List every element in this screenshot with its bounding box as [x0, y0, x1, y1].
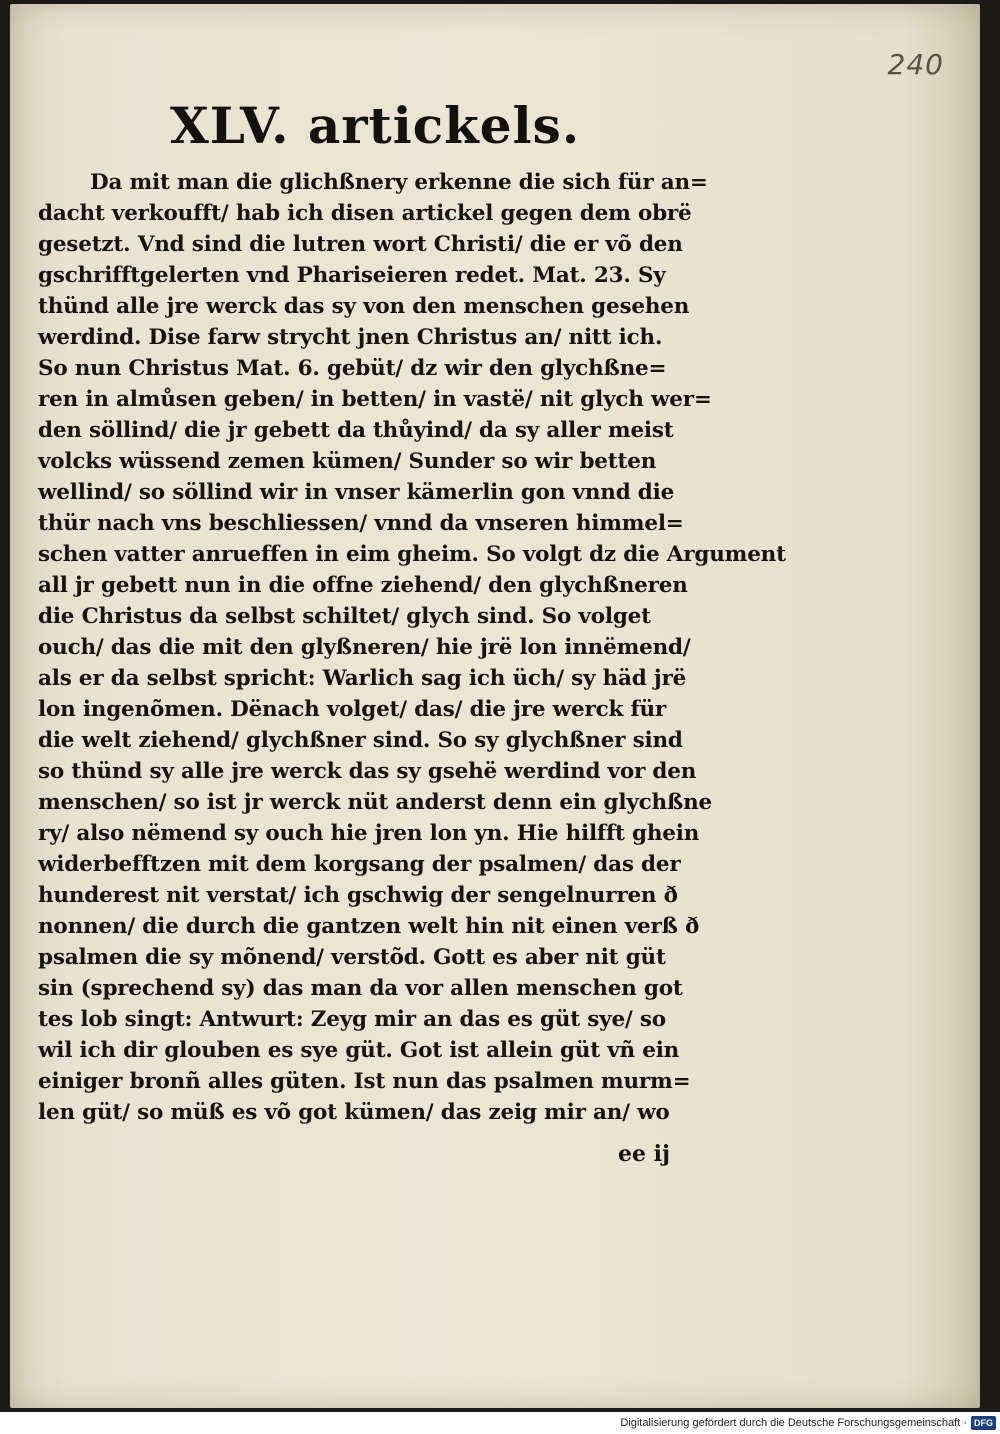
text-line: gesetzt. Vnd sind die lutren wort Christi/ die er võ den	[38, 232, 683, 257]
text-line: psalmen die sy mõnend/ verstõd. Gott es aber nit güt	[38, 945, 666, 970]
text-line: den söllind/ die jr gebett da thůyind/ da sy aller meist	[38, 418, 674, 443]
text-line: schen vatter anrueffen in eim gheim. So volgt dz die Argument	[38, 542, 786, 567]
text-line: einiger bronñ alles güten. Ist nun das psalmen murm=	[38, 1069, 691, 1094]
text-line: als er da selbst spricht: Warlich sag ich üch/ sy häd jrë	[38, 666, 687, 691]
text-line: nonnen/ die durch die gantzen welt hin nit einen verß ð	[38, 914, 700, 939]
text-line: gschrifftgelerten vnd Phariseieren redet. Mat. 23. Sy	[38, 263, 666, 288]
text-line: die Christus da selbst schiltet/ glych sind. So volget	[38, 604, 651, 629]
text-line: Da mit man die glichßnery erkenne die sich für an=	[90, 170, 708, 195]
catchword: ee ij	[618, 1141, 670, 1167]
text-line: wellind/ so söllind wir in vnser kämerlin gon vnnd die	[38, 480, 675, 505]
text-line: werdind. Dise farw strycht jnen Christus an/ nitt ich.	[38, 325, 663, 350]
text-line: len güt/ so müß es võ got kümen/ das zeig mir an/ wo	[38, 1100, 670, 1125]
text-line: menschen/ so ist jr werck nüt anderst denn ein glychßne	[38, 790, 713, 815]
text-line: thünd alle jre werck das sy von den menschen gesehen	[38, 294, 690, 319]
text-line: all jr gebett nun in die offne ziehend/ den glychßneren	[38, 573, 688, 598]
text-line: wil ich dir glouben es sye güt. Got ist allein güt vñ ein	[38, 1038, 680, 1063]
text-line: ouch/ das die mit den glyßneren/ hie jrë lon innëmend/	[38, 635, 691, 660]
text-line: hunderest nit verstat/ ich gschwig der sengelnurren ð	[38, 883, 678, 908]
text-line: ren in almůsen geben/ in betten/ in vastë/ nit glych wer=	[38, 387, 712, 412]
folio-number: 240	[887, 48, 944, 81]
page-heading: XLV. artickels.	[170, 96, 581, 155]
book-page	[10, 4, 980, 1408]
dfg-logo-icon: DFG	[971, 1416, 996, 1430]
text-line: volcks wüssend zemen kümen/ Sunder so wir betten	[38, 449, 657, 474]
text-line: tes lob singt: Antwurt: Zeyg mir an das es güt sye/ so	[38, 1007, 666, 1032]
text-line: So nun Christus Mat. 6. gebüt/ dz wir den glychßne=	[38, 356, 667, 381]
text-line: thür nach vns beschliessen/ vnnd da vnseren himmel=	[38, 511, 684, 536]
text-line: so thünd sy alle jre werck das sy gsehë werdind vor den	[38, 759, 697, 784]
footer-bar	[0, 1412, 1000, 1434]
body-text	[38, 167, 838, 1128]
text-line: sin (sprechend sy) das man da vor allen menschen got	[38, 976, 683, 1001]
text-line: ry/ also nëmend sy ouch hie jren lon yn. Hie hilfft ghein	[38, 821, 700, 846]
text-line: lon ingenõmen. Dënach volget/ das/ die jre werck für	[38, 697, 667, 722]
text-line: die welt ziehend/ glychßner sind. So sy glychßner sind	[38, 728, 683, 753]
text-line: dacht verkoufft/ hab ich disen artickel gegen dem obrë	[38, 201, 692, 226]
text-line: widerbefftzen mit dem korgsang der psalmen/ das der	[38, 852, 681, 877]
footer-credit: Digitalisierung gefördert durch die Deutsche Forschungsgemeinschaft ·	[620, 1417, 967, 1429]
